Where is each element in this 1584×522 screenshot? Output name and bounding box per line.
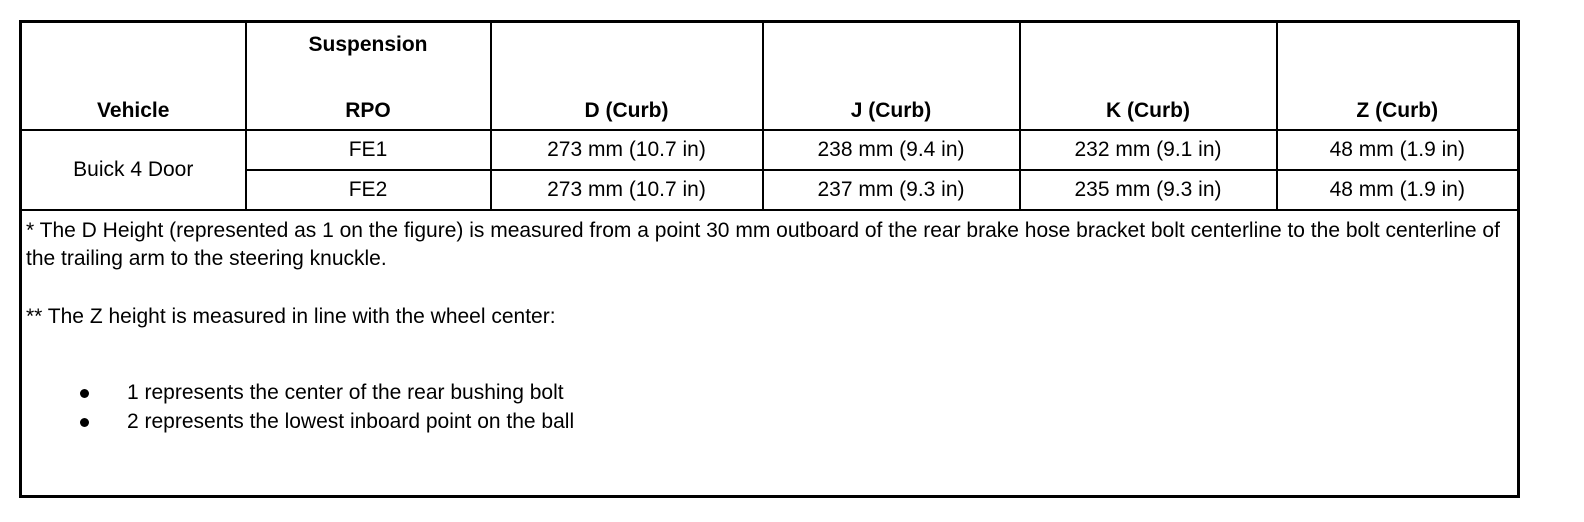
bullet-text: 2 represents the lowest inboard point on the ball <box>127 409 575 433</box>
vehicle-cell: Buick 4 Door <box>21 130 246 210</box>
z-height-note: ** The Z height is measured in line with the wheel center: <box>26 305 556 329</box>
table-row <box>21 170 1519 210</box>
header-suspension-label: Suspension <box>308 32 428 56</box>
rpo-cell: FE2 <box>246 170 491 210</box>
bullet-dot-icon <box>80 418 89 427</box>
z-cell: 48 mm (1.9 in) <box>1277 170 1519 210</box>
k-cell: 232 mm (9.1 in) <box>1020 130 1277 170</box>
header-vehicle: Vehicle <box>21 22 246 130</box>
bullet-text: 1 represents the center of the rear bushing bolt <box>127 380 564 404</box>
list-item <box>26 407 1513 436</box>
table-row <box>21 130 1519 170</box>
d-height-note: * The D Height (represented as 1 on the figure) is measured from a point 30 mm outboard of the rear brake hose bracket bolt centerline to the bolt centerline of the trailing arm to the steering knuckle. <box>26 218 1500 270</box>
header-d-curb: D (Curb) <box>491 22 763 130</box>
k-cell: 235 mm (9.3 in) <box>1020 170 1277 210</box>
z-height-bullet-list <box>26 378 1513 437</box>
rpo-cell: FE1 <box>246 130 491 170</box>
j-cell: 238 mm (9.4 in) <box>763 130 1020 170</box>
header-row <box>21 22 1519 130</box>
d-cell: 273 mm (10.7 in) <box>491 170 763 210</box>
notes-row <box>21 210 1519 497</box>
list-item <box>26 378 1513 407</box>
header-z-curb: Z (Curb) <box>1277 22 1519 130</box>
j-cell: 237 mm (9.3 in) <box>763 170 1020 210</box>
d-cell: 273 mm (10.7 in) <box>491 130 763 170</box>
trim-height-table <box>19 20 1520 498</box>
notes-cell <box>21 210 1519 497</box>
z-cell: 48 mm (1.9 in) <box>1277 130 1519 170</box>
header-suspension-rpo <box>246 22 491 130</box>
header-rpo-label: RPO <box>345 98 391 122</box>
header-k-curb: K (Curb) <box>1020 22 1277 130</box>
header-j-curb: J (Curb) <box>763 22 1020 130</box>
bullet-dot-icon <box>80 389 89 398</box>
